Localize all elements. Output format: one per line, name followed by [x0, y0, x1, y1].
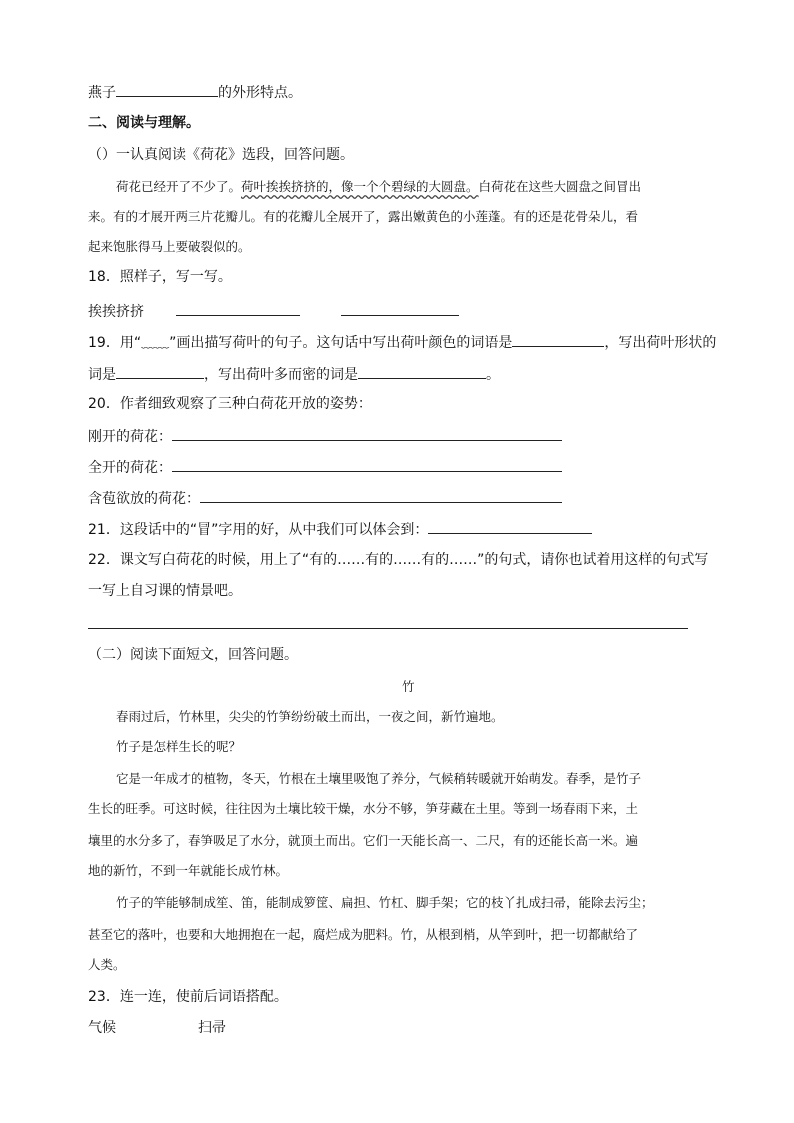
wavy-underline-sentence: 荷叶挨挨挤挤的，像一个个碧绿的大圆盘。: [241, 179, 479, 194]
question-23: 23．连一连，使前后词语搭配。: [88, 989, 288, 1005]
question-text: 的外形特点。: [218, 85, 302, 101]
question-20-b: 全开的荷花：: [88, 457, 562, 477]
question-18: 18．照样子，写一写。: [88, 269, 232, 285]
match-word-right[interactable]: 扫帚: [198, 1020, 226, 1036]
answer-blank[interactable]: [200, 488, 562, 503]
passage-line: 竹子的竿能够制成笙、笛，能制成箩筐、扁担、竹杠、脚手架；它的枝丫扎成扫帚，能除去污尘；: [116, 895, 654, 910]
passage-line: 春雨过后，竹林里，尖尖的竹笋纷纷破土而出，一夜之间，新竹遍地。: [116, 709, 504, 724]
passage-line: 它是一年成才的植物，冬天，竹根在土壤里吸饱了养分，气候稍转暖就开始萌发。春季，是竹子: [116, 771, 642, 786]
answer-blank[interactable]: [116, 82, 218, 97]
passage-line: 来。有的才展开两三片花瓣儿。有的花瓣儿全展开了，露出嫩黄色的小莲蓬。有的还是花骨朵儿，看: [88, 209, 639, 224]
question-text: 燕子: [88, 85, 116, 101]
answer-blank[interactable]: [358, 364, 486, 379]
part2-instruction: （二）阅读下面短文，回答问题。: [88, 647, 298, 663]
question-20: 20．作者细致观察了三种白荷花开放的姿势：: [88, 396, 372, 412]
question-18-example-row: [88, 301, 459, 321]
question-19: 19．用“﹏﹏”画出描写荷叶的句子。这句话中写出荷叶颜色的词语是 ，写出荷叶形状的: [88, 332, 716, 352]
answer-blank[interactable]: [116, 364, 204, 379]
passage-line: 起来饱胀得马上要破裂似的。: [88, 239, 251, 254]
question-22-line2: 一写上自习课的情景吧。: [88, 583, 242, 599]
passage-line: 甚至它的落叶，也要和大地拥抱在一起，腐烂成为肥料。竹，从根到梢，从竿到叶，把一切都献给了: [88, 927, 639, 942]
question-22: 22．课文写白荷花的时候，用上了“有的……有的……有的……”的句式，请你也试着用这样的句式写: [88, 552, 709, 568]
answer-blank[interactable]: [172, 457, 562, 472]
match-word-left[interactable]: 气候: [88, 1020, 116, 1036]
passage-line: 人类。: [88, 957, 126, 972]
passage-title: 竹: [402, 679, 415, 694]
passage-line: 竹子是怎样生长的呢？: [116, 739, 242, 754]
question-20-a: 刚开的荷花：: [88, 426, 562, 446]
example-word: 挨挨挤挤: [88, 304, 144, 320]
question-20-c: 含苞欲放的荷花：: [88, 488, 562, 508]
question-21: 21．这段话中的“冒”字用的好，从中我们可以体会到：: [88, 519, 592, 539]
part1-instruction: （）一认真阅读《荷花》选段，回答问题。: [88, 147, 354, 163]
passage-line: 壤里的水分多了，春笋吸足了水分，就顶土而出。它们一天能长高一、二尺，有的还能长高一米。遍: [88, 833, 639, 848]
passage-line: 生长的旺季。可这时候，往往因为土壤比较干燥，水分不够，笋芽藏在土里。等到一场春雨下来，土: [88, 801, 639, 816]
section-title: 二、阅读与理解。: [88, 115, 200, 131]
passage-line: 地的新竹，不到一年就能长成竹林。: [88, 863, 289, 878]
answer-line[interactable]: [88, 628, 688, 629]
answer-blank[interactable]: [341, 301, 459, 316]
question-19-line2: 词是 ，写出荷叶多而密的词是 。: [88, 364, 500, 384]
answer-blank[interactable]: [428, 519, 592, 534]
answer-blank[interactable]: [512, 332, 604, 347]
question-swallow: [88, 82, 302, 102]
answer-blank[interactable]: [176, 301, 300, 316]
answer-blank[interactable]: [172, 426, 562, 441]
passage-line: 荷花已经开了不少了。荷叶挨挨挤挤的，像一个个碧绿的大圆盘。白荷花在这些大圆盘之间冒出: [116, 179, 642, 194]
